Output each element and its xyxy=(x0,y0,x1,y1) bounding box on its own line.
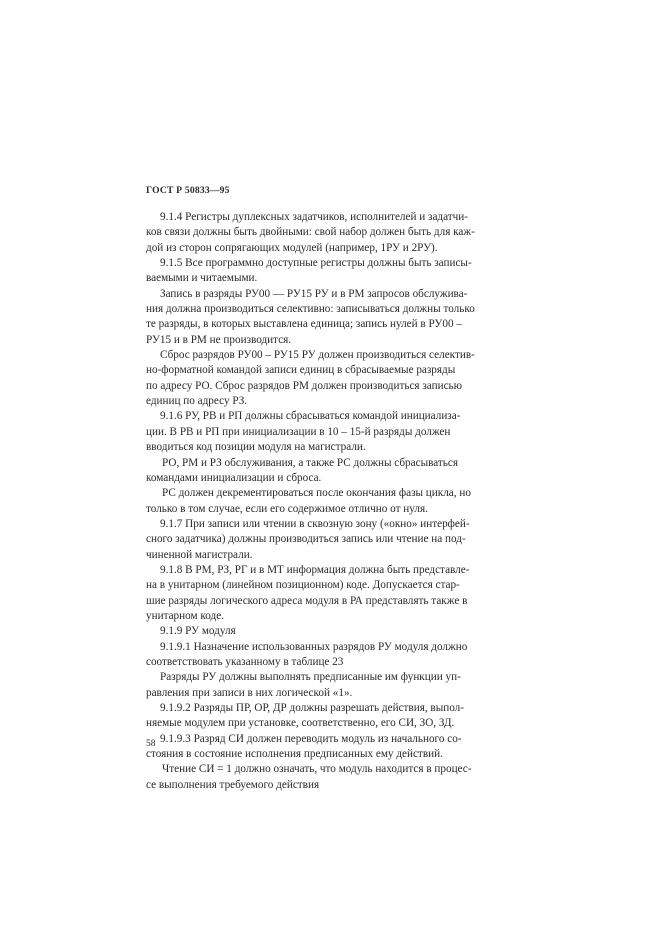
text-line: на в унитарном (линейном позиционном) коде. Допускается стар- xyxy=(146,579,460,592)
text-line: РО, РМ и РЗ обслуживания, а также РС должны сбрасываться xyxy=(162,456,459,469)
text-line: те разряды, в которых выставлена единица; запись нулей в РУ00 – xyxy=(146,318,462,331)
text-line: шие разряды логического адреса модуля в РА представлять также в xyxy=(146,594,468,607)
text-line: 9.1.9.1 Назначение использованных разрядов РУ модуля должно xyxy=(160,640,468,653)
text-line: но-форматной командой записи единиц в сбрасываемые разряды xyxy=(146,364,456,377)
text-line: командами инициализации и сброса. xyxy=(146,471,322,484)
text-line: се выполнения требуемого действия xyxy=(146,778,320,791)
text-line: соответствовать указанному в таблице 23 xyxy=(146,655,344,668)
text-line: ции. В РВ и РП при инициализации в 10 – 15-й разряды должен xyxy=(146,425,451,438)
text-line: Запись в разряды РУ00 — РУ15 РУ и в РМ запросов обслужива- xyxy=(160,287,468,300)
text-line: чиненной магистрали. xyxy=(146,548,253,561)
text-line: унитарном коде. xyxy=(146,609,224,622)
text-line: 9.1.4 Регистры дуплексных задатчиков, исполнителей и задатчи- xyxy=(160,211,469,223)
text-line: 9.1.6 РУ, РВ и РП должны сбрасываться командой инициализа- xyxy=(160,410,461,423)
text-line: 9.1.7 При записи или чтении в сквозную зону («окно» интерфей- xyxy=(160,517,470,530)
body-text xyxy=(146,210,514,793)
document-header: ГОСТ Р 50833—95 xyxy=(146,185,230,196)
text-line: ков связи должны быть двойными: свой набор должен быть для каж- xyxy=(146,226,475,239)
section-heading: 9.1.9 РУ модуля xyxy=(160,625,236,638)
page-number: 58 xyxy=(146,739,156,749)
text-line: 9.1.8 В РМ, РЗ, РГ и в МТ информация должна быть представле- xyxy=(160,563,470,576)
text-line: дой из сторон сопрягающих модулей (например, 1РУ и 2РУ). xyxy=(146,241,438,254)
text-line: только в том случае, если его содержимое отлично от нуля. xyxy=(146,502,428,515)
text-line: вводиться код позиции модуля на магистрали. xyxy=(146,441,366,454)
text-line: 9.1.9.2 Разряды ПР, ОР, ДР должны разрешать действия, выпол- xyxy=(160,702,464,714)
text-line: сного задатчика) должны производиться запись или чтение на под- xyxy=(146,533,466,546)
text-line: ния должна производиться селективно: записываться должны только xyxy=(146,303,475,316)
text-line: равления при записи в них логической «1». xyxy=(146,686,353,699)
text-line: единиц по адресу РЗ. xyxy=(146,395,248,408)
text-line: Разряды РУ должны выполнять предписанные им функции уп- xyxy=(160,671,461,684)
text-line: 9.1.5 Все программно доступные регистры должны быть записы- xyxy=(160,257,472,270)
text-line: РУ15 и в РМ не производится. xyxy=(146,333,292,346)
text-line: няемые модулем при установке, соответственно, его СИ, ЗО, ЗД. xyxy=(146,717,455,730)
text-line: 9.1.9.3 Разряд СИ должен переводить модуль из начального со- xyxy=(160,732,462,745)
text-line: стояния в состояние исполнения предписанных ему действий. xyxy=(146,748,443,761)
text-line: ваемыми и читаемыми. xyxy=(146,272,258,285)
text-line: Сброс разрядов РУ00 – РУ15 РУ должен производиться селектив- xyxy=(160,349,475,362)
text-line: РС должен декрементироваться после окончания фазы цикла, но xyxy=(162,487,471,500)
text-line: по адресу РО. Сброс разрядов РМ должен производиться записью xyxy=(146,379,463,392)
text-line: Чтение СИ = 1 должно означать, что модуль находится в процес- xyxy=(162,763,472,776)
